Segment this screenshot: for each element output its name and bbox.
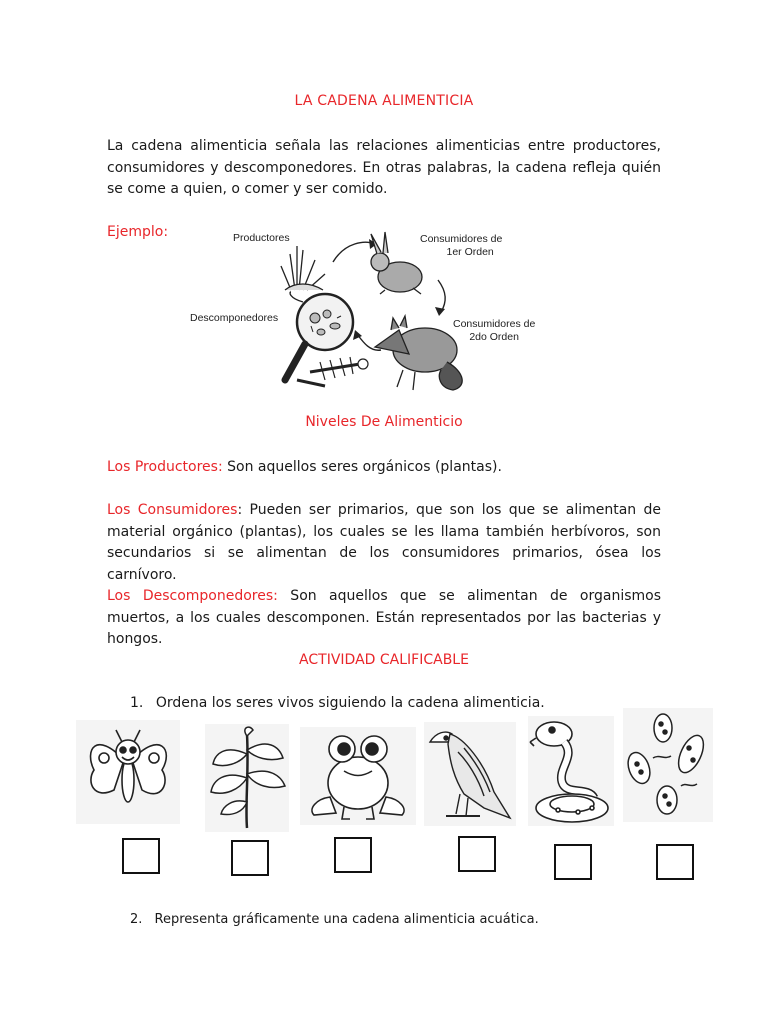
arrow-decomposers-to-producers — [290, 292, 303, 302]
answer-box-4[interactable] — [458, 836, 496, 872]
decomposers-text: Son aquellos que se alimentan de organismos muertos, a los cuales descomponen. Están representados por las bacterias y hongos. — [107, 588, 661, 647]
bacteria-image — [623, 708, 713, 822]
snake-image — [528, 716, 614, 826]
producers-paragraph — [107, 457, 661, 479]
question-2 — [130, 912, 539, 927]
frog-image — [300, 727, 416, 825]
frog-icon — [300, 727, 416, 825]
example-label: Ejemplo: — [107, 224, 169, 240]
butterfly-icon — [76, 720, 180, 824]
rabbit-drawing — [371, 232, 422, 294]
consumers-term: Los Consumidores — [107, 502, 238, 518]
eagle-icon — [424, 722, 516, 826]
fox-drawing — [375, 316, 462, 390]
label-producers: Productores — [233, 232, 290, 244]
eagle-image — [424, 722, 516, 826]
label-consumers-second-order — [453, 318, 535, 344]
snake-icon — [528, 716, 614, 826]
question-2-number: 2. — [130, 912, 143, 927]
label-consumers1-line2: 1er Orden — [446, 246, 494, 258]
arrow-consumers1-to-consumers2 — [438, 280, 445, 312]
levels-heading: Niveles De Alimenticio — [305, 414, 463, 430]
question-1-text: Ordena los seres vivos siguiendo la cadena alimenticia. — [155, 695, 545, 711]
intro-paragraph: La cadena alimenticia señala las relaciones alimenticias entre productores, consumidores y descomponedores. En otras palabras, la cadena refleja quién se come a quien, o comer y ser comido. — [107, 138, 661, 197]
decomposers-term: Los Descomponedores: — [107, 588, 278, 604]
question-2-text: Representa gráficamente una cadena alimenticia acuática. — [154, 912, 539, 927]
label-consumers1-line1: Consumidores de — [420, 233, 503, 245]
producers-term: Los Productores: — [107, 459, 223, 475]
label-consumers2-line1: Consumidores de — [453, 318, 536, 330]
plant-icon — [205, 724, 289, 832]
answer-box-3[interactable] — [334, 837, 372, 873]
arrow-producers-to-consumers1 — [333, 242, 375, 262]
bacteria-icon — [623, 708, 713, 822]
label-consumers2-line2: 2do Orden — [469, 331, 519, 343]
butterfly-image — [76, 720, 180, 824]
producers-text: Son aquellos seres orgánicos (plantas). — [222, 459, 502, 475]
consumers-colon: : — [237, 502, 243, 518]
food-chain-diagram — [185, 222, 545, 400]
page-title: LA CADENA ALIMENTICIA — [294, 93, 474, 109]
grass-drawing — [281, 246, 325, 290]
answer-box-2[interactable] — [231, 840, 269, 876]
label-decomposers: Descomponedores — [190, 312, 279, 324]
label-consumers-first-order — [420, 233, 502, 259]
answer-box-1[interactable] — [122, 838, 160, 874]
bones-drawing — [297, 357, 368, 386]
consumers-text: Pueden ser primarios, que son los que se alimentan de material orgánico (plantas), los cuales se les llama también herbívoros, son secundarios si se alimentan de los consumidores primarios, ósea los carnívoro. — [107, 502, 661, 583]
question-1 — [130, 695, 545, 711]
answer-box-5[interactable] — [554, 844, 592, 880]
question-1-number: 1. — [130, 695, 144, 711]
consumers-paragraph — [107, 500, 661, 586]
decomposers-paragraph — [107, 586, 661, 651]
activity-heading: ACTIVIDAD CALIFICABLE — [299, 652, 469, 668]
plant-image — [205, 724, 289, 832]
answer-box-6[interactable] — [656, 844, 694, 880]
